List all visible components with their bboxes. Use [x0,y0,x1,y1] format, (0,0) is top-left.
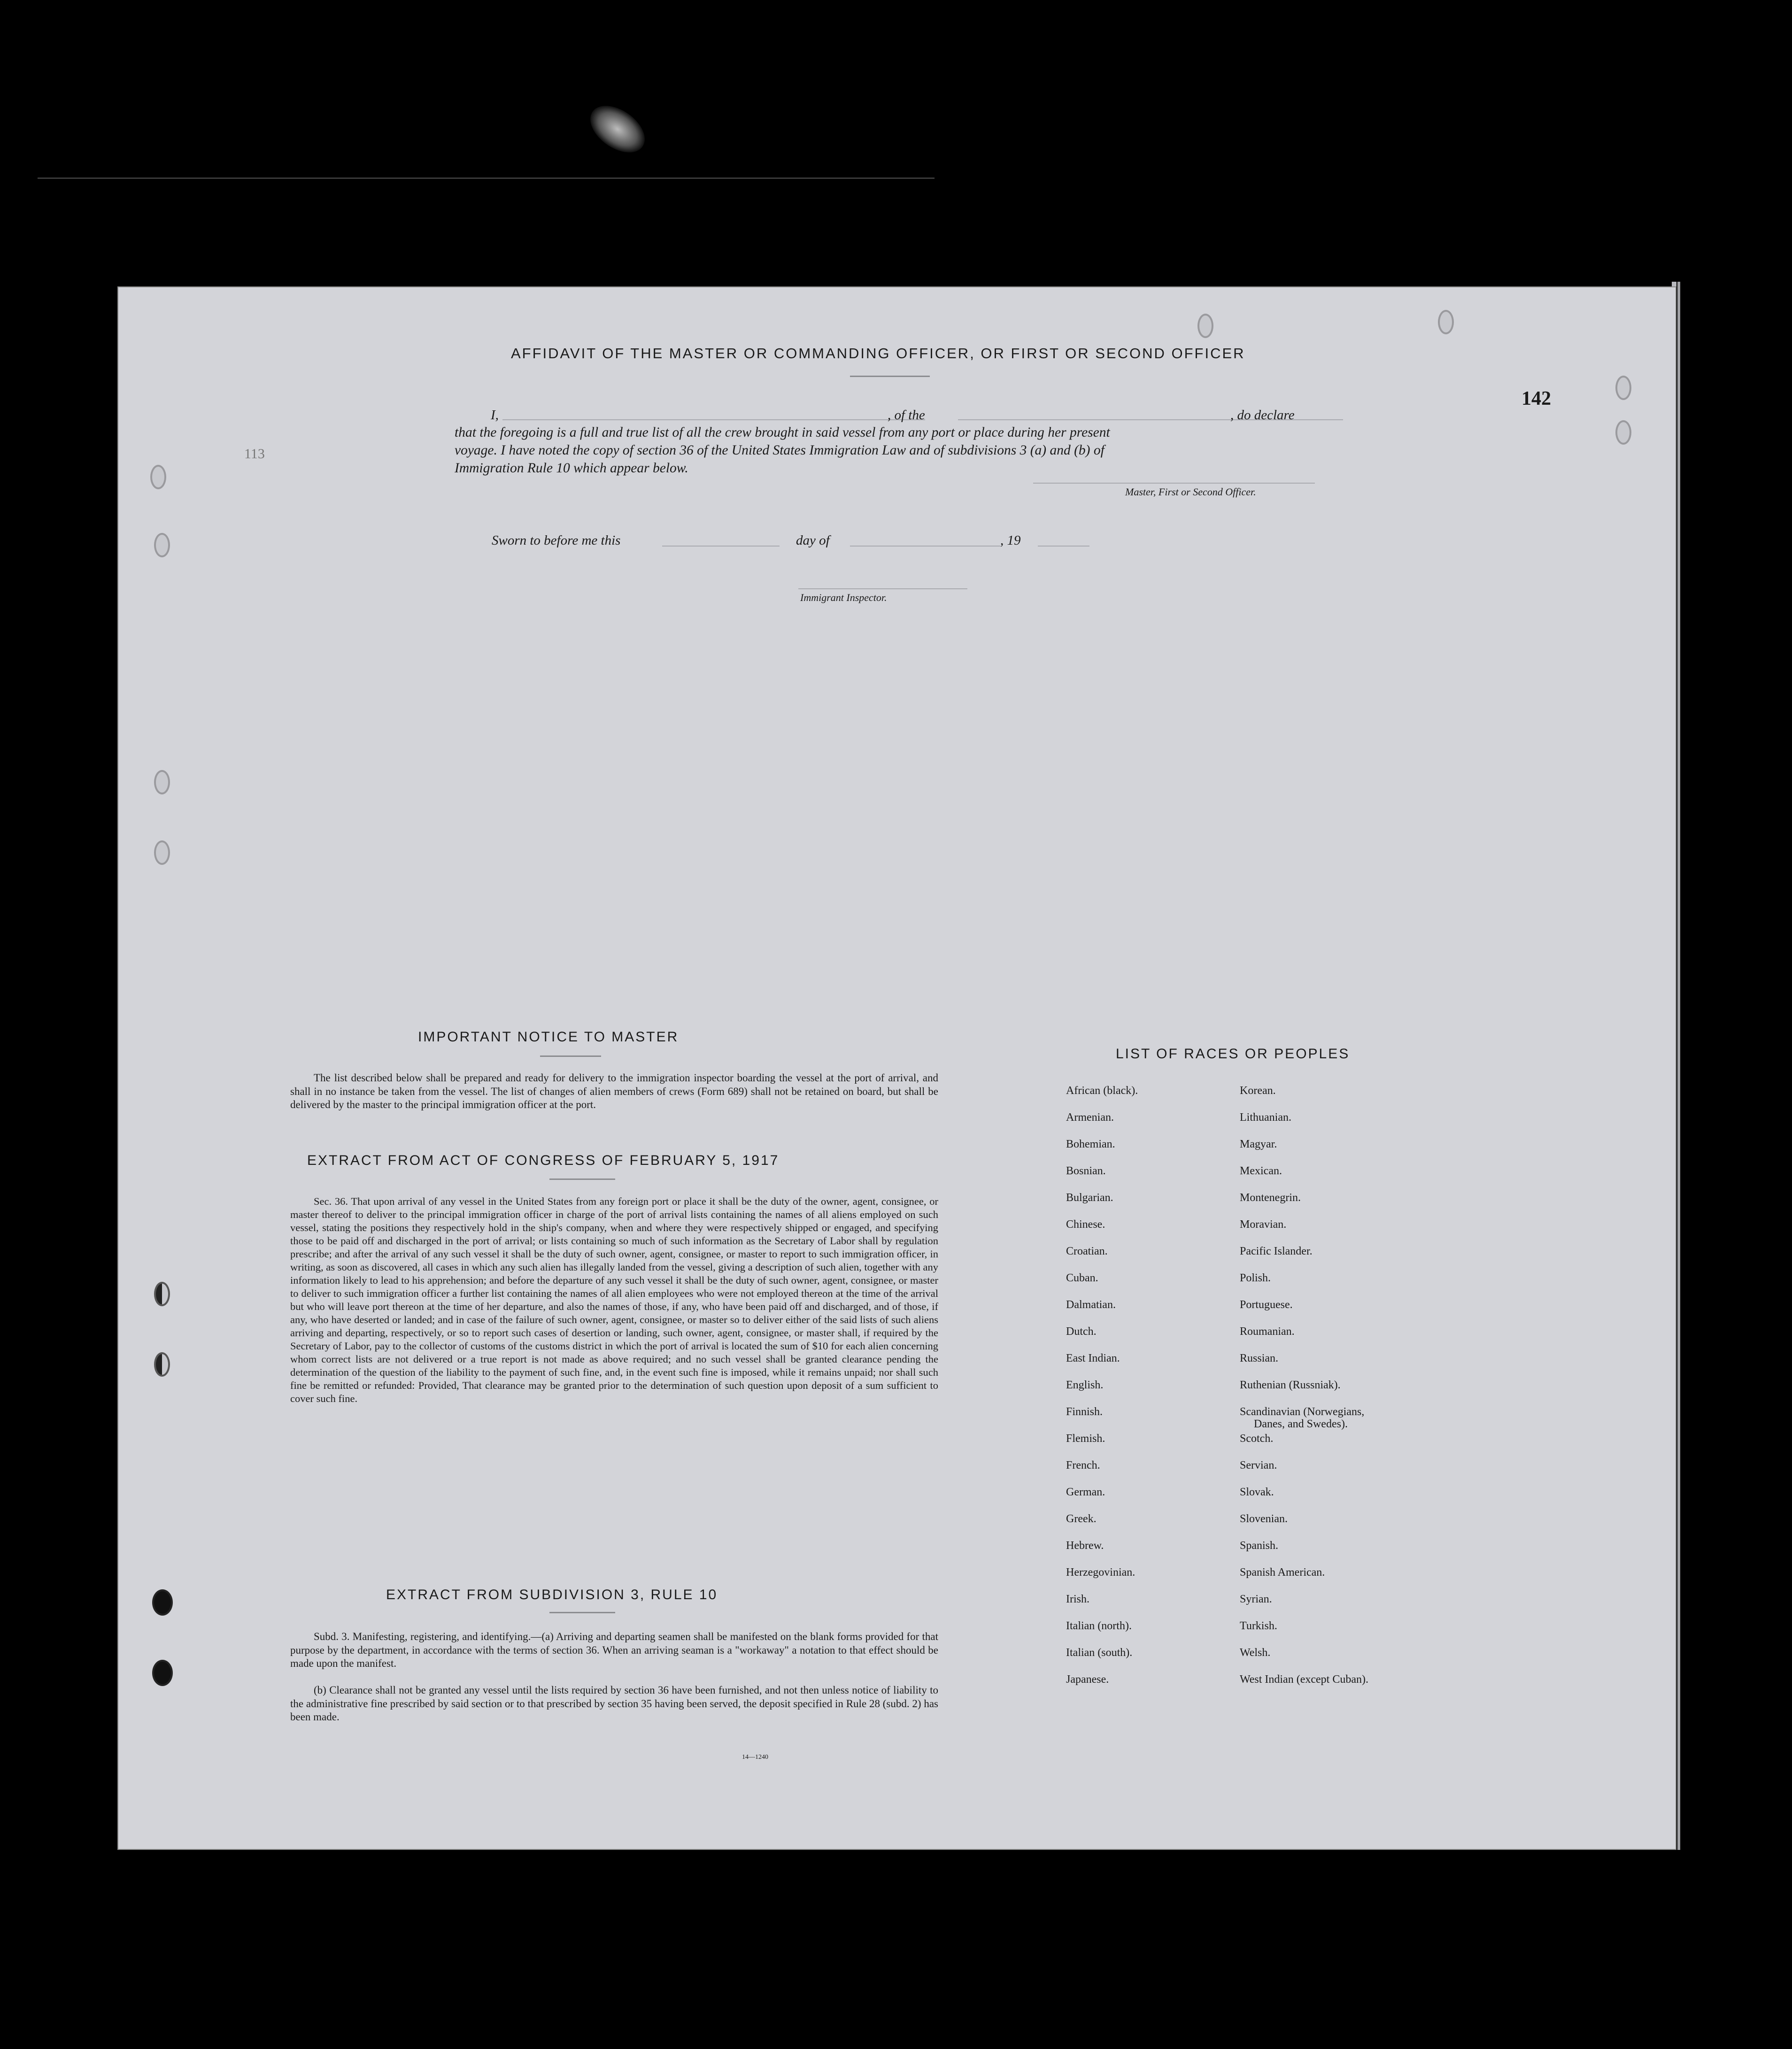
race-item: Mexican. [1240,1165,1282,1177]
notice-text: The list described below shall be prepared and ready for delivery to the immigration inspector boarding the vessel at the port of arrival, and shall in no instance be taken from the vessel. The list of changes of alien members of crews (Form 689) shall not be retained on board, but shall be delivered by the master to the principal immigration officer at the port. [290,1072,938,1110]
rule-divider [549,1612,615,1613]
race-item: Spanish. [1240,1540,1279,1552]
race-item: Slovenian. [1240,1513,1288,1525]
race-item: Croatian. [1066,1245,1108,1257]
punch-hole [154,533,170,557]
month-blank [850,546,1000,547]
race-item: Magyar. [1240,1138,1277,1150]
punch-hole [150,465,166,489]
punch-hole [1438,310,1454,334]
affidavit-line-2: voyage. I have noted the copy of section 36 of the United States Immigration Law and of subdivisions 3 (a) and (b) of [455,443,1105,458]
races-title: LIST OF RACES OR PEOPLES [1116,1046,1350,1062]
punch-hole [1615,420,1631,445]
form-number: 14—1240 [742,1754,768,1761]
affidavit-of-the: , of the [888,408,925,423]
master-signature-line [1033,483,1315,484]
day-of-label: day of [796,533,830,548]
race-item: Irish. [1066,1593,1089,1605]
race-item: Scotch. [1240,1433,1274,1445]
inspector-signature-label: Immigrant Inspector. [800,592,887,603]
race-item: Roumanian. [1240,1325,1295,1338]
race-item: Italian (north). [1066,1620,1132,1632]
document-page [117,286,1676,1850]
race-item: Ruthenian (Russniak). [1240,1379,1341,1391]
punch-hole [152,1660,173,1686]
race-item: Servian. [1240,1459,1277,1471]
race-item: Russian. [1240,1352,1279,1364]
name-blank [502,419,925,420]
race-item: Turkish. [1240,1620,1277,1632]
act-text: Sec. 36. That upon arrival of any vessel in the United States from any foreign port or place it shall be the duty of the owner, agent, consignee, or master thereof to deliver to the principal immigration officer in charge of the port of arrival lists containing the names of all aliens employed on such vessel, stating the positions they respectively hold in the ship's company, when and where they were respectively shipped or engaged, and specifying those to be paid off and discharged in the port of arrival; or lists containing so much of such information as the Secretary of Labor shall by regulation prescribe; and after the arrival of any such vessel it shall be the duty of such owner, agent, consignee, or master to report to such immigration officer, in writing, as soon as discovered, all cases in which any such alien has illegally landed from the vessel, giving a description of such alien, together with any information likely to lead to his apprehension; and before the departure of any such vessel it shall be the duty of such owner, agent, consignee, or master to deliver to such immigration officer a further list containing the names of all alien employees who were not employed thereon at the time of the arrival but who will leave port thereon at the time of her departure, and also the names of those, if any, who have been paid off and discharged, and of those, if any, who have deserted or landed; and in case of the failure of such owner, agent, consignee, or master so to deliver either of the said lists of such aliens arriving and departing, respectively, or so to report such cases of desertion or landing, such owner, agent, consignee, or master shall, if required by the Secretary of Labor, pay to the collector of customs of the customs district in which the port of arrival is located the sum of $10 for each alien concerning whom correct lists are not delivered or a true report is not made as above required; and no such vessel shall be granted clearance pending the determination of the question of the liability to the payment of such fine, and, in the event such fine is imposed, while it remains unpaid; nor shall such fine be remitted or refunded: Provided, That clearance may be granted prior to the determination of such question upon deposit of a sum sufficient to cover such fine. [290,1195,938,1404]
race-item: Pacific Islander. [1240,1245,1313,1257]
notice-title: IMPORTANT NOTICE TO MASTER [418,1029,679,1045]
race-item: Moravian. [1240,1218,1287,1231]
master-signature-label: Master, First or Second Officer. [1125,486,1256,498]
sworn-label: Sworn to before me this [492,533,621,548]
year-blank [1038,546,1089,547]
race-item: Herzegovinian. [1066,1566,1135,1579]
race-item: Lithuanian. [1240,1111,1291,1124]
notice-divider [540,1055,601,1057]
race-item: East Indian. [1066,1352,1120,1364]
race-item: West Indian (except Cuban). [1240,1673,1368,1686]
title-divider [850,376,930,377]
affidavit-title: AFFIDAVIT OF THE MASTER OR COMMANDING OFFICER, OR FIRST OR SECOND OFFICER [511,345,1245,362]
affidavit-line-1: that the foregoing is a full and true list of all the crew brought in said vessel from any port or place during her present [455,425,1110,440]
page-edge [1677,282,1680,1850]
affidavit-do-declare: , do declare [1230,408,1295,423]
punch-hole [154,1282,170,1306]
punch-hole [154,770,170,794]
race-item: Bulgarian. [1066,1192,1113,1204]
race-item: Danes, and Swedes). [1254,1418,1348,1430]
year-label: , 19 [1000,533,1021,548]
race-item: Syrian. [1240,1593,1272,1605]
rule-text-b: (b) Clearance shall not be granted any vessel until the lists required by section 36 have been furnished, and not then unless notice of liability to the administrative fine prescribed by said section or to that prescribed by section 35 having been served, the deposit specified in Rule 28 (subd. 2) has been made. [290,1684,938,1723]
race-item: Bohemian. [1066,1138,1115,1150]
rule-text-a: Subd. 3. Manifesting, registering, and identifying.—(a) Arriving and departing seamen shall be manifested on the blank forms provided for that purpose by the department, in accordance with the terms of section 36. When an arriving seaman is a "workaway" a notation to that effect should be made upon the manifest. [290,1631,938,1669]
punch-hole [1615,376,1631,400]
rule-title: EXTRACT FROM SUBDIVISION 3, RULE 10 [386,1587,718,1602]
top-rule [38,177,935,179]
race-item: Polish. [1240,1272,1271,1284]
race-item: French. [1066,1459,1100,1471]
race-item: Scandinavian (Norwegians, [1240,1406,1365,1418]
race-item: Finnish. [1066,1406,1103,1418]
race-item: Hebrew. [1066,1540,1104,1552]
race-item: Cuban. [1066,1272,1098,1284]
punch-hole [154,1352,170,1377]
race-item: Slovak. [1240,1486,1274,1498]
race-item: English. [1066,1379,1104,1391]
day-blank [662,546,780,547]
punch-hole [152,1589,173,1616]
race-item: Japanese. [1066,1673,1109,1686]
race-item: Chinese. [1066,1218,1105,1231]
punch-hole [154,840,170,865]
act-divider [549,1179,615,1180]
page-number: 142 [1522,388,1551,409]
race-item: Portuguese. [1240,1299,1293,1311]
punch-hole [1197,314,1213,338]
race-item: Montenegrin. [1240,1192,1301,1204]
side-mark: 113 [244,446,265,462]
race-item: Welsh. [1240,1647,1271,1659]
race-item: Bosnian. [1066,1165,1106,1177]
race-item: Spanish American. [1240,1566,1325,1579]
affidavit-line-3: Immigration Rule 10 which appear below. [455,461,688,476]
light-glare [582,96,653,162]
affidavit-i: I, [491,408,499,423]
race-item: German. [1066,1486,1105,1498]
race-item: Korean. [1240,1085,1276,1097]
race-item: African (black). [1066,1085,1138,1097]
act-title: EXTRACT FROM ACT OF CONGRESS OF FEBRUARY 5, 1917 [307,1153,780,1168]
race-item: Dutch. [1066,1325,1097,1338]
race-item: Dalmatian. [1066,1299,1116,1311]
race-item: Armenian. [1066,1111,1114,1124]
race-item: Italian (south). [1066,1647,1133,1659]
race-item: Flemish. [1066,1433,1105,1445]
inspector-signature-line [798,588,967,589]
race-item: Greek. [1066,1513,1097,1525]
